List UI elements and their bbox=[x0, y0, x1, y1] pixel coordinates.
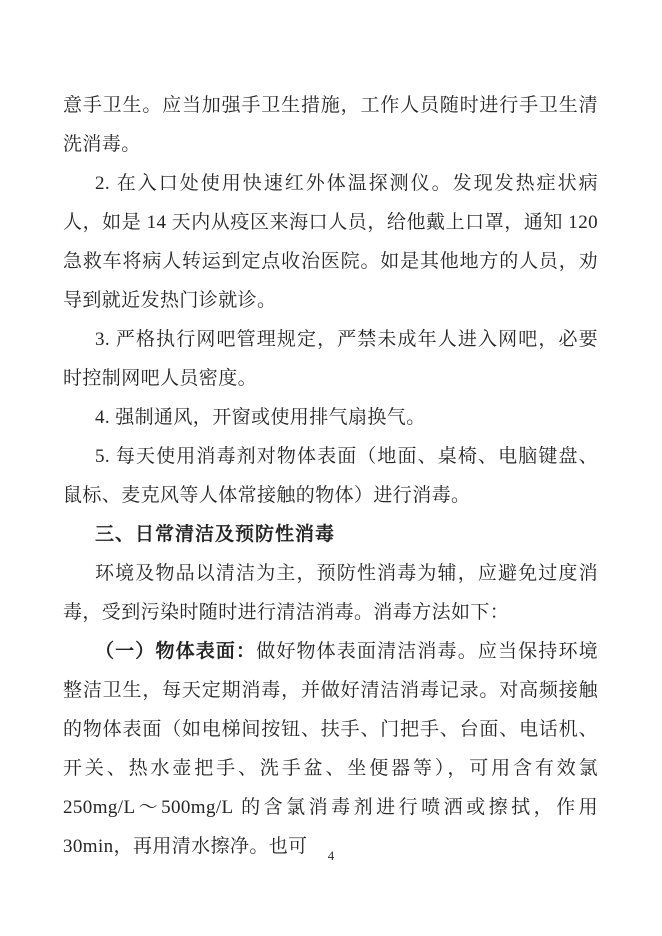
paragraph-item-2: 2. 在入口处使用快速红外体温探测仪。发现发热症状病人，如是 14 天内从疫区来海口人员，给他戴上口罩，通知 120 急救车将病人转运到定点收治医院。如是其他地方的人员，劝导到就近发热门诊就诊。 bbox=[63, 173, 598, 311]
paragraph-lead-label: （一）物体表面： bbox=[95, 641, 257, 662]
paragraph-lead-body: 做好物体表面清洁消毒。应当保持环境整洁卫生，每天定期消毒，并做好清洁消毒记录。对高频接触的物体表面（如电梯间按钮、扶手、门把手、台面、电话机、开关、热水壶把手、洗手盆、坐便器等），可用含有效氯 250mg/L～500mg/L 的含氯消毒剂进行喷洒或擦拭，作用 30min，再用清水擦净。也可 bbox=[63, 641, 598, 857]
document-body bbox=[63, 86, 598, 866]
paragraph-object-surface bbox=[63, 632, 598, 866]
page-number: 4 bbox=[327, 848, 335, 863]
paragraph-continuation: 意手卫生。应当加强手卫生措施，工作人员随时进行手卫生清洗消毒。 bbox=[63, 95, 598, 155]
paragraph-item-3: 3. 严格执行网吧管理规定，严禁未成年人进入网吧，必要时控制网吧人员密度。 bbox=[63, 329, 598, 389]
section-heading-3: 三、日常清洁及预防性消毒 bbox=[95, 524, 336, 545]
paragraph-item-4: 4. 强制通风，开窗或使用排气扇换气。 bbox=[95, 407, 426, 428]
paragraph-item-5: 5. 每天使用消毒剂对物体表面（地面、桌椅、电脑键盘、鼠标、麦克风等人体常接触的物体）进行消毒。 bbox=[63, 446, 598, 506]
paragraph-intro: 环境及物品以清洁为主，预防性消毒为辅，应避免过度消毒，受到污染时随时进行清洁消毒。消毒方法如下： bbox=[63, 563, 598, 623]
